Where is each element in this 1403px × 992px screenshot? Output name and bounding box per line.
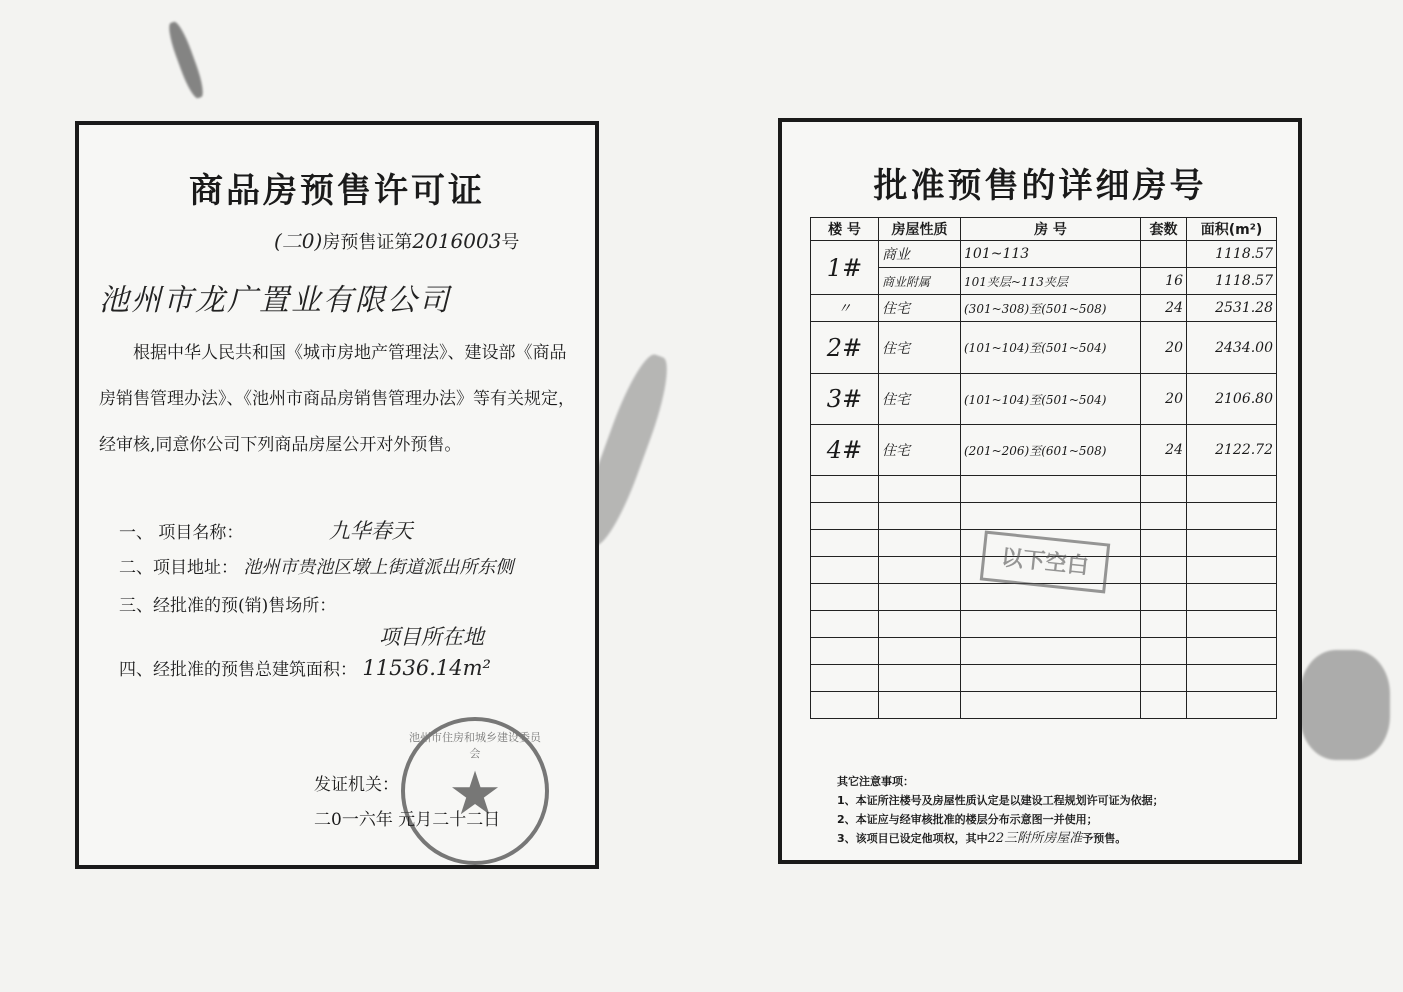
building-no: 1#: [811, 241, 879, 295]
cert-suffix: 号: [501, 232, 520, 253]
property-type: 住宅: [879, 295, 961, 322]
building-no: 2#: [811, 322, 879, 374]
table-row: [811, 268, 1277, 295]
presale-permit-panel: [75, 121, 599, 869]
star-icon: ★: [448, 759, 502, 829]
header-building: 楼 号: [811, 218, 879, 241]
area-value: 2122.72: [1187, 425, 1277, 476]
room-range: (101~104)至(501~504): [961, 322, 1141, 374]
table-header-row: [811, 218, 1277, 241]
project-name-label: 一、 项目名称：: [119, 523, 244, 543]
project-address-label: 二、项目地址：: [119, 558, 238, 578]
empty-row: [811, 503, 1277, 530]
property-type: 商业: [879, 241, 961, 268]
empty-row: [811, 638, 1277, 665]
unit-count: 24: [1141, 295, 1187, 322]
header-count: 套数: [1141, 218, 1187, 241]
table-row: [811, 425, 1277, 476]
total-area-row: [119, 655, 491, 680]
room-range: (101~104)至(501~504): [961, 374, 1141, 425]
property-type: 住宅: [879, 425, 961, 476]
unit-count: 20: [1141, 374, 1187, 425]
smudge: [1300, 650, 1390, 760]
room-range: (301~308)至(501~508): [961, 295, 1141, 322]
cert-number: 2016003: [412, 229, 502, 253]
table-row: [811, 295, 1277, 322]
permit-body-text: 根据中华人民共和国《城市房地产管理法》、建设部《商品房销售管理办法》、《池州市商品房销售管理办法》等有关规定，经审核,同意你公司下列商品房屋公开对外预售。: [99, 343, 575, 455]
permit-title: 商品房预售许可证: [189, 171, 485, 211]
table-row: [811, 374, 1277, 425]
empty-row: [811, 611, 1277, 638]
room-range: (201~206)至(601~508): [961, 425, 1141, 476]
room-details-panel: [778, 118, 1302, 864]
area-value: 2434.00: [1187, 322, 1277, 374]
cert-prefix: (二0): [274, 229, 323, 253]
total-area-label: 四、经批准的预售总建筑面积：: [119, 660, 357, 680]
table-row: [811, 322, 1277, 374]
header-type: 房屋性质: [879, 218, 961, 241]
project-name-value: 九华春天: [328, 519, 413, 543]
note-3: [837, 829, 1164, 848]
blank-below-stamp: 以下空白: [980, 531, 1111, 594]
seal-text: 池州市住房和城乡建设委员会: [409, 731, 541, 760]
area-value: 1118.57: [1187, 241, 1277, 268]
table-row: [811, 241, 1277, 268]
note-3-end: 予预售。: [1082, 832, 1127, 845]
certificate-number: [274, 225, 519, 254]
issuing-authority: 发证机关：: [314, 775, 399, 795]
area-value: 2531.28: [1187, 295, 1277, 322]
sales-venue-value: 项目所在地: [379, 625, 484, 649]
unit-count: 24: [1141, 425, 1187, 476]
official-seal: [401, 717, 549, 865]
room-range: 101夹层~113夹层: [961, 268, 1141, 295]
sales-venue-label: 三、经批准的预(销)售场所：: [119, 596, 337, 616]
header-rooms: 房 号: [961, 218, 1141, 241]
notes-title: 其它注意事项：: [837, 775, 914, 788]
unit-count: 20: [1141, 322, 1187, 374]
header-area: 面积(m²): [1187, 218, 1277, 241]
property-type: 住宅: [879, 374, 961, 425]
unit-count: [1141, 241, 1187, 268]
unit-count: 16: [1141, 268, 1187, 295]
empty-row: [811, 476, 1277, 503]
empty-row: [811, 665, 1277, 692]
building-no: 3#: [811, 374, 879, 425]
property-type: 商业附属: [879, 268, 961, 295]
project-address-value: 池州市贵池区墩上街道派出所东侧: [243, 557, 514, 578]
company-name: 池州市龙广置业有限公司: [99, 283, 451, 318]
room-table: [810, 217, 1277, 719]
area-value: 1118.57: [1187, 268, 1277, 295]
project-name-row: [119, 515, 413, 545]
property-type: 住宅: [879, 322, 961, 374]
room-details-title: 批准预售的详细房号: [873, 166, 1207, 206]
note-2: 2、本证应与经审核批准的楼层分布示意图一并使用；: [837, 813, 1098, 826]
area-value: 2106.80: [1187, 374, 1277, 425]
note-1: 1、本证所注楼号及房屋性质认定是以建设工程规划许可证为依据；: [837, 794, 1164, 807]
room-range: 101~113: [961, 241, 1141, 268]
total-area-value: 11536.14m²: [362, 656, 491, 680]
note-3-hand: 22三附所房屋准: [987, 831, 1083, 846]
smudge: [165, 20, 207, 101]
notes-section: [837, 772, 1164, 848]
cert-label: 房预售证第: [322, 232, 413, 253]
note-3-start: 3、该项目已设定他项权，其中: [837, 832, 988, 845]
project-address-row: [119, 553, 513, 579]
issue-date: 二0一六年 元月二十二日: [314, 810, 501, 830]
empty-row: [811, 584, 1277, 611]
empty-row: [811, 692, 1277, 719]
building-no: 4#: [811, 425, 879, 476]
building-no: 〃: [811, 295, 879, 322]
